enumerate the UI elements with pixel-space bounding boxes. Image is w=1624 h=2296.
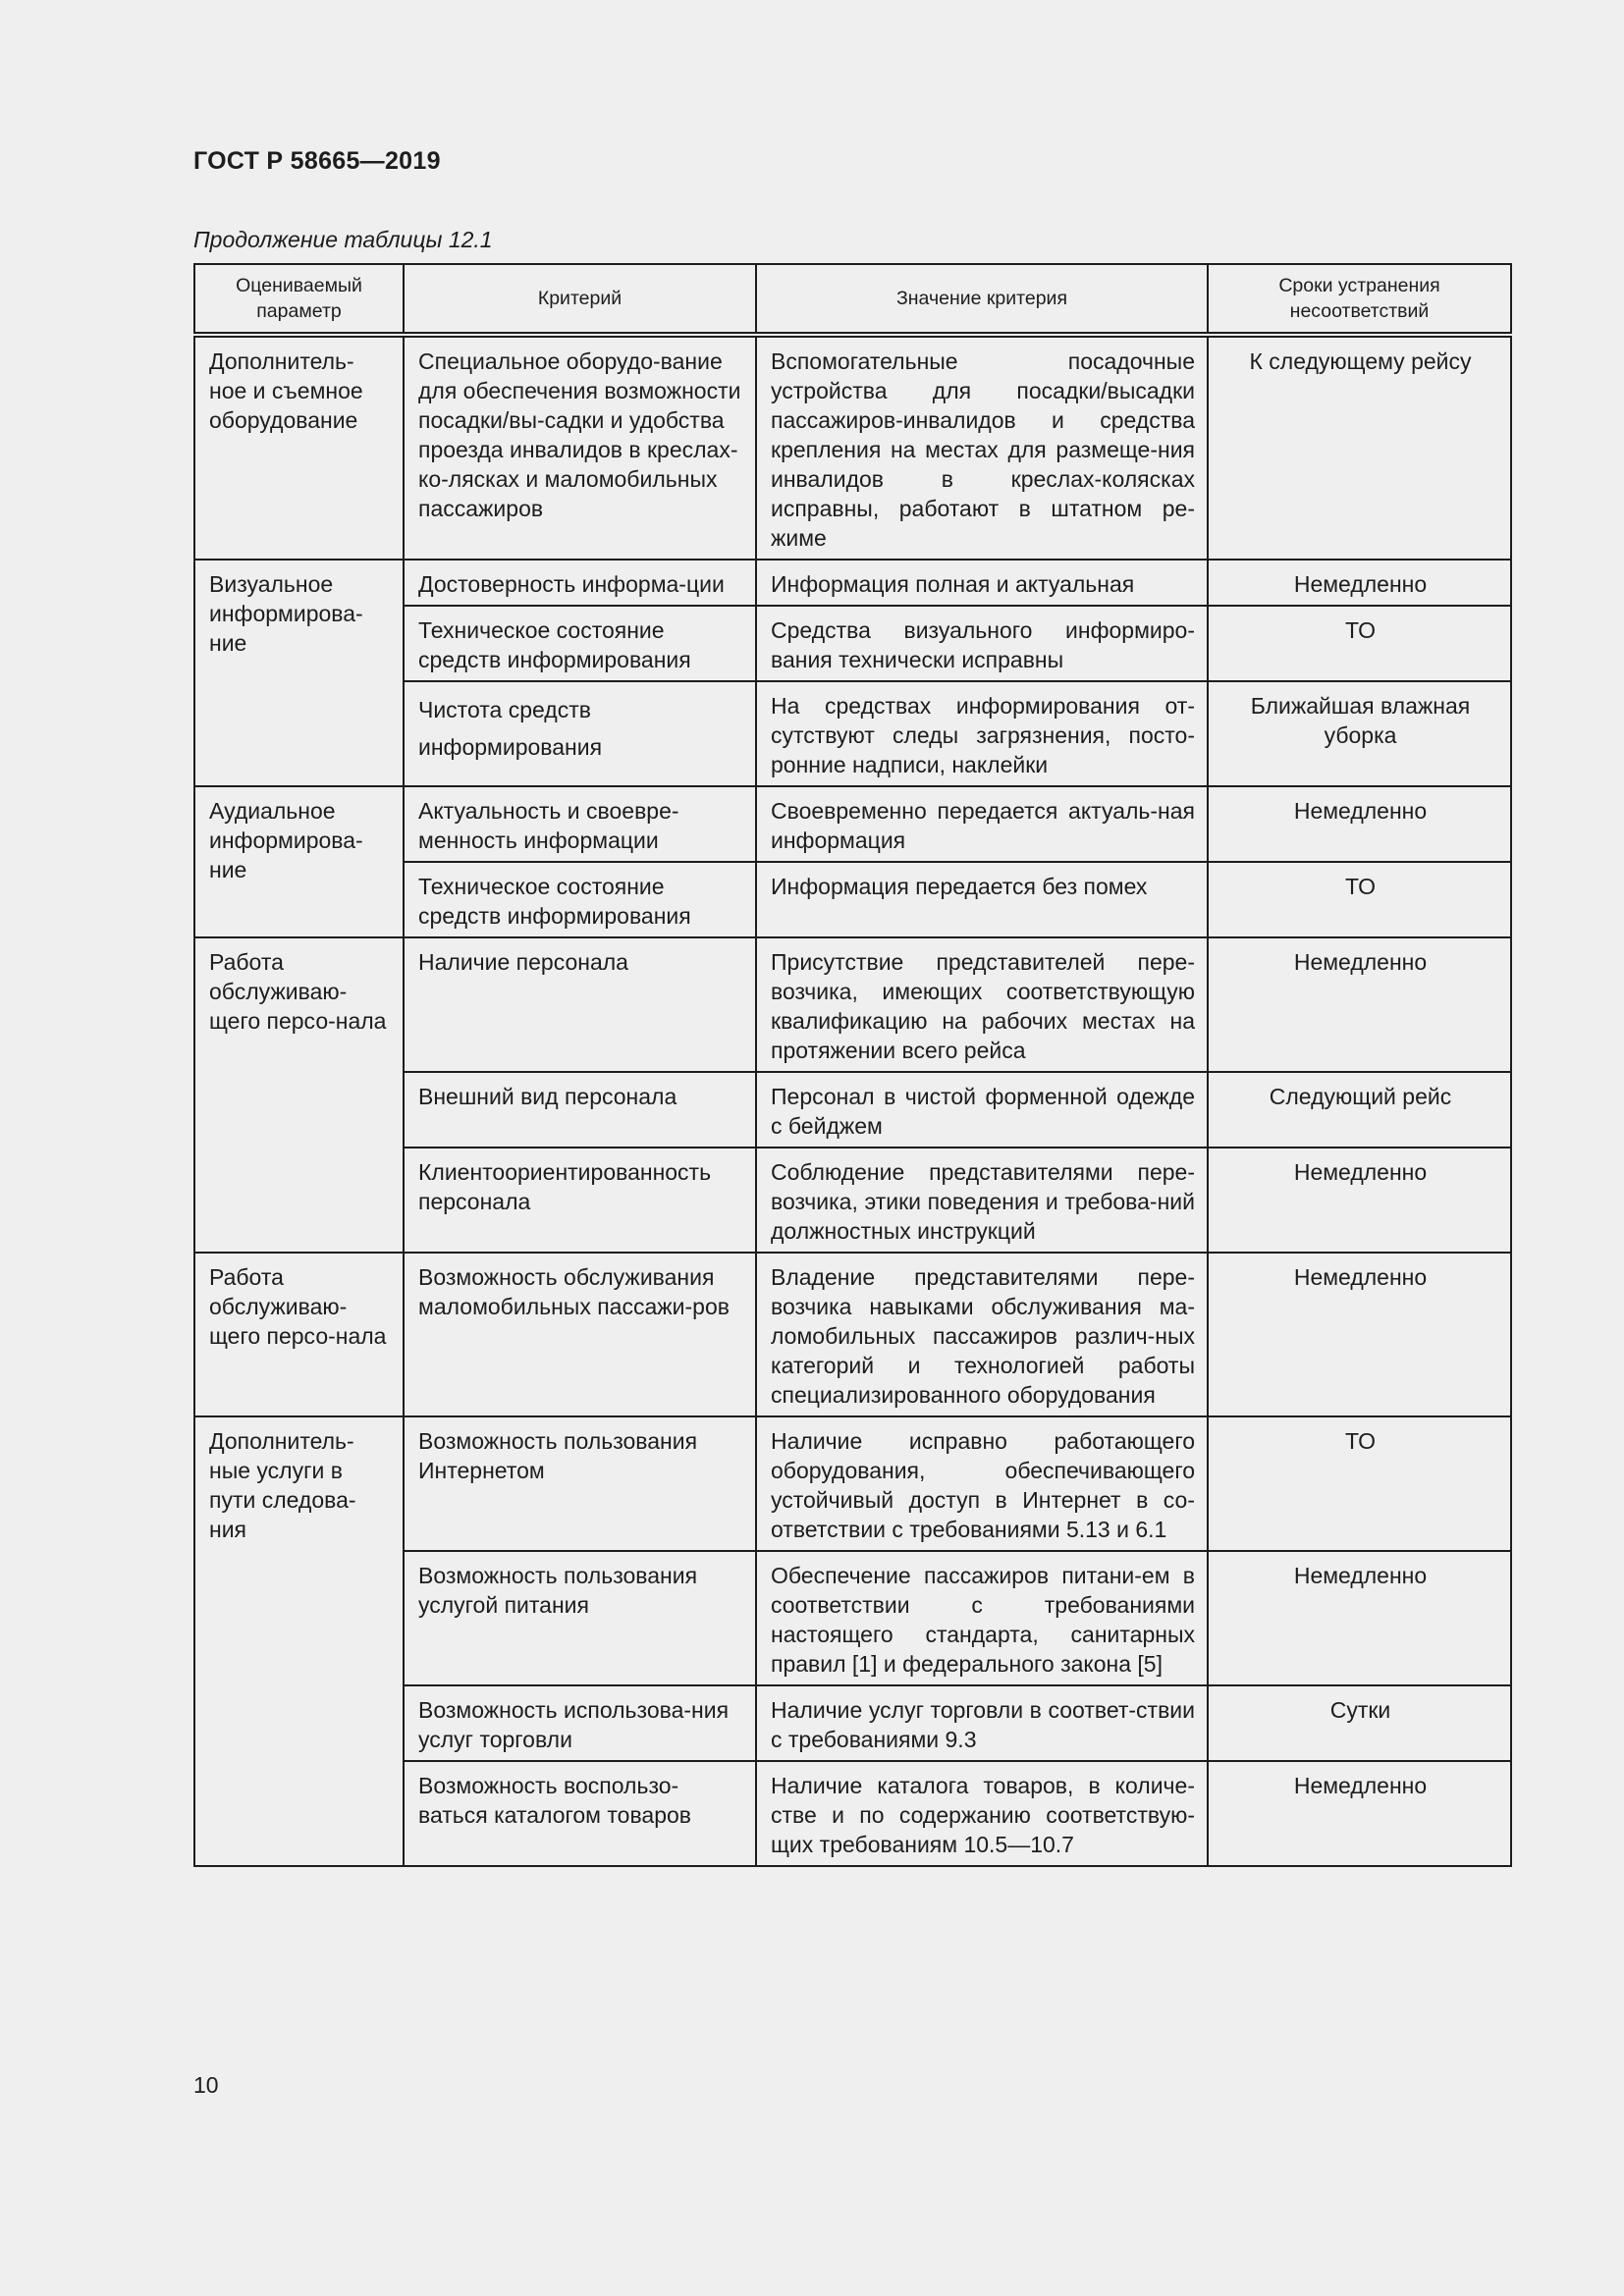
value-cell: Наличие услуг торговли в соответ-ствии с требованиями 9.3 [756,1685,1208,1761]
value-cell: Обеспечение пассажиров питани-ем в соответствии с требованиями настоящего стандарта, санитарных правил [1] и федерального закона [5] [756,1551,1208,1685]
parameter-cell: Аудиальное информирова-ние [194,786,404,937]
criterion-cell: Возможность пользования услугой питания [404,1551,756,1685]
column-header-value: Значение критерия [756,264,1208,335]
criterion-cell: Техническое состояние средств информирования [404,862,756,937]
value-cell: Вспомогательные посадочные устройства для посадки/высадки пассажиров-инвалидов и средства крепления на местах для размеще-ния инвалидов в креслах-колясках исправны, работают в штатном ре-жиме [756,335,1208,560]
value-cell: Соблюдение представителями пере-возчика, этики поведения и требова-ний должностных инструкций [756,1148,1208,1253]
table-row [194,937,1511,1072]
table-row [194,786,1511,862]
parameter-cell: Работа обслуживаю-щего персо-нала [194,1253,404,1416]
value-cell: Наличие исправно работающего оборудования, обеспечивающего устойчивый доступ в Интернет в со-ответствии с требованиями 5.13 и 6.1 [756,1416,1208,1551]
parameter-cell: Дополнитель-ные услуги в пути следова-ния [194,1416,404,1866]
term-cell: Немедленно [1208,1148,1511,1253]
page-number: 10 [193,2072,219,2098]
term-cell: К следующему рейсу [1208,335,1511,560]
term-cell: Ближайшая влажная уборка [1208,681,1511,786]
column-header-criterion: Критерий [404,264,756,335]
criterion-cell: Специальное оборудо-вание для обеспечения возможности посадки/вы-садки и удобства проезда инвалидов в креслах-ко-лясках и маломобильных пассажиров [404,335,756,560]
criterion-cell: Возможность обслуживания маломобильных пассажи-ров [404,1253,756,1416]
value-cell: На средствах информирования от-сутствуют следы загрязнения, посто-ронние надписи, наклейки [756,681,1208,786]
parameter-cell: Работа обслуживаю-щего персо-нала [194,937,404,1253]
value-cell: Информация полная и актуальная [756,560,1208,606]
term-cell: Немедленно [1208,1253,1511,1416]
table-row [194,1416,1511,1551]
term-cell: Немедленно [1208,1551,1511,1685]
header-row [194,264,1511,335]
term-cell: ТО [1208,606,1511,681]
criterion-cell: Наличие персонала [404,937,756,1072]
criterion-cell: Достоверность информа-ции [404,560,756,606]
term-cell: Немедленно [1208,786,1511,862]
criterion-cell: Возможность воспользо-ваться каталогом товаров [404,1761,756,1866]
value-cell: Персонал в чистой форменной одежде с бейджем [756,1072,1208,1148]
criterion-cell: Возможность использова-ния услуг торговли [404,1685,756,1761]
value-cell: Наличие каталога товаров, в количе-стве и по содержанию соответствую-щих требованиям 10.5—10.7 [756,1761,1208,1866]
term-cell: Следующий рейс [1208,1072,1511,1148]
criterion-cell: Чистота средств информирования [404,681,756,786]
column-header-term: Сроки устранения несоответствий [1208,264,1511,335]
term-cell: ТО [1208,1416,1511,1551]
document-code: ГОСТ Р 58665—2019 [193,147,441,175]
parameter-cell: Визуальное информирова-ние [194,560,404,786]
criterion-cell: Клиентоориентированность персонала [404,1148,756,1253]
parameter-cell: Дополнитель-ное и съемное оборудование [194,335,404,560]
table-body [194,335,1511,1866]
value-cell: Присутствие представителей пере-возчика, имеющих соответствующую квалификацию на рабочих местах на протяжении всего рейса [756,937,1208,1072]
criterion-cell: Возможность пользования Интернетом [404,1416,756,1551]
table-header [194,264,1511,335]
term-cell: Немедленно [1208,1761,1511,1866]
column-header-parameter: Оцениваемый параметр [194,264,404,335]
term-cell: ТО [1208,862,1511,937]
value-cell: Информация передается без помех [756,862,1208,937]
table-row [194,335,1511,560]
table-row [194,560,1511,606]
value-cell: Своевременно передается актуаль-ная информация [756,786,1208,862]
value-cell: Владение представителями пере-возчика навыками обслуживания ма-ломобильных пассажиров различ-ных категорий и технологией работы специализированного оборудования [756,1253,1208,1416]
table-caption: Продолжение таблицы 12.1 [193,227,493,252]
table-row [194,1253,1511,1416]
value-cell: Средства визуального информиро-вания технически исправны [756,606,1208,681]
criterion-cell: Техническое состояние средств информирования [404,606,756,681]
term-cell: Немедленно [1208,937,1511,1072]
term-cell: Сутки [1208,1685,1511,1761]
term-cell: Немедленно [1208,560,1511,606]
criteria-table [193,263,1512,1867]
criterion-cell: Внешний вид персонала [404,1072,756,1148]
criterion-cell: Актуальность и своевре-менность информации [404,786,756,862]
